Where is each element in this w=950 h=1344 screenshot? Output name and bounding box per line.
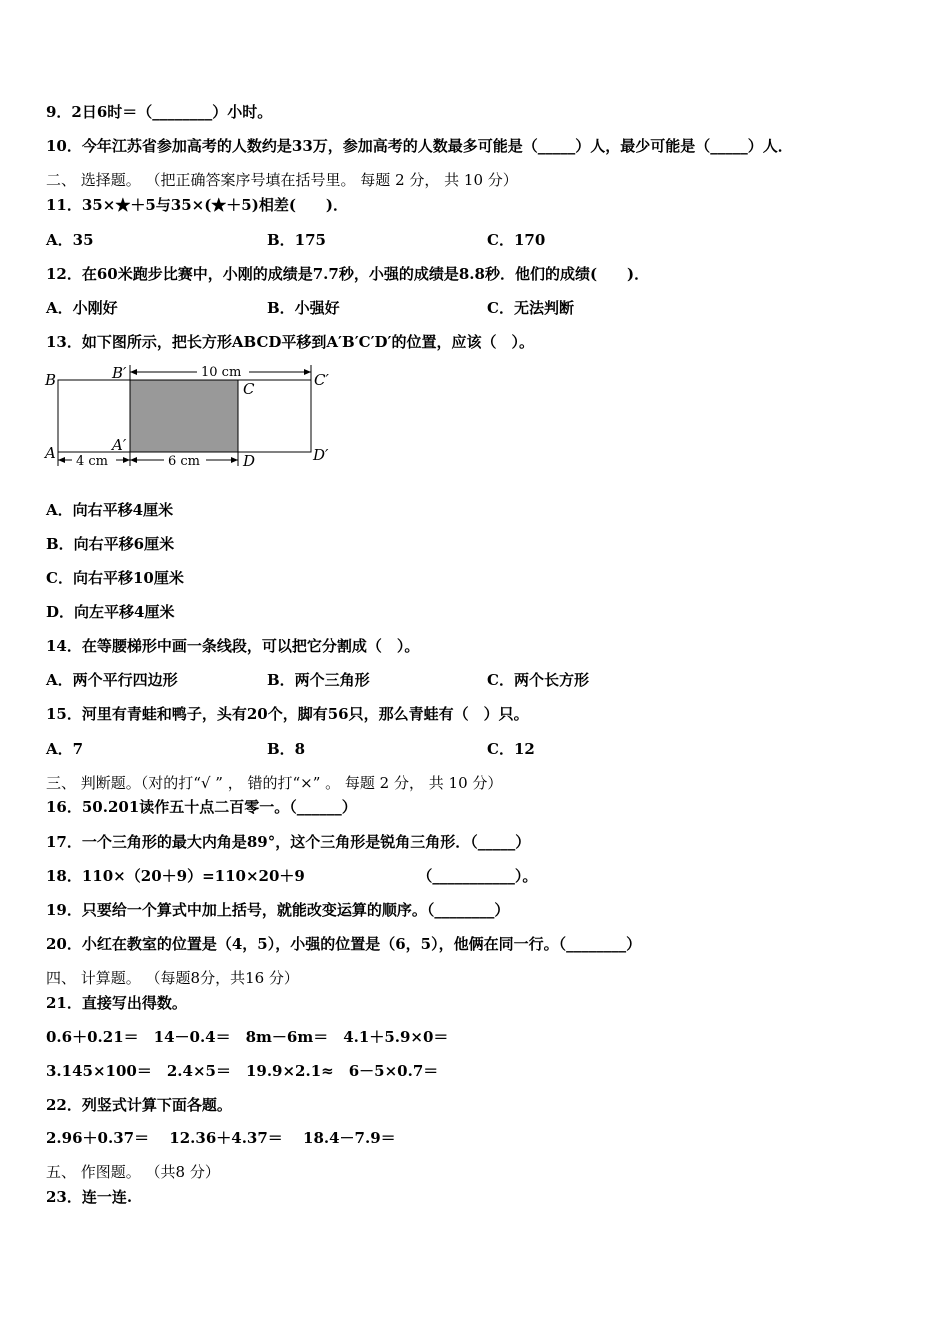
- section-3-heading: 三、 判断题。（对的打“√ ” ， 错的打“×” 。 每题 2 分， 共 10 分）: [46, 774, 503, 792]
- label-d-prime: D′: [313, 446, 329, 464]
- label-a: A: [45, 444, 56, 462]
- q12-option-b: B．小强好: [267, 299, 340, 317]
- label-c: C: [243, 380, 255, 398]
- q22-row: 2.96＋0.37＝ 12.36＋4.37＝ 18.4－7.9＝: [46, 1129, 396, 1147]
- dim-6cm: 6 cm: [168, 454, 201, 469]
- q12-option-a: A．小刚好: [46, 299, 118, 317]
- q13-option-b: B．向右平移6厘米: [46, 535, 175, 553]
- q15-option-c: C．12: [487, 740, 535, 758]
- q12-option-c: C．无法判断: [487, 299, 574, 317]
- question-14: 14．在等腰梯形中画一条线段，可以把它分割成（ ）。: [46, 637, 420, 655]
- question-22: 22．列竖式计算下面各题。: [46, 1096, 232, 1114]
- question-15: 15．河里有青蛙和鸭子，头有20个，脚有56只，那么青蛙有（ ）只。: [46, 705, 529, 723]
- label-c-prime: C′: [314, 371, 329, 389]
- question-9: 9．2日6时＝（________）小时。: [46, 103, 273, 121]
- label-d: D: [243, 452, 256, 470]
- shaded-rectangle: [130, 380, 238, 452]
- q13-option-a: A．向右平移4厘米: [46, 501, 174, 519]
- question-23: 23．连一连.: [46, 1188, 133, 1206]
- q14-option-b: B．两个三角形: [267, 671, 370, 689]
- question-19: 19．只要给一个算式中加上括号，就能改变运算的顺序。（________）: [46, 901, 510, 919]
- label-a-prime: A′: [112, 436, 127, 454]
- rectangle-translation-figure: [42, 360, 342, 472]
- label-b-prime: B′: [112, 364, 127, 382]
- question-18: 18．110×（20＋9）=110×20＋9 （___________）。: [46, 867, 538, 885]
- q11-option-a: A．35: [46, 231, 94, 249]
- section-5-heading: 五、 作图题。 （共8 分）: [46, 1163, 220, 1181]
- question-11: 11．35×★＋5与35×(★＋5)相差( )．: [46, 196, 349, 214]
- q11-option-b: B．175: [267, 231, 326, 249]
- question-21: 21．直接写出得数。: [46, 994, 187, 1012]
- q13-option-d: D．向左平移4厘米: [46, 603, 175, 621]
- question-17: 17．一个三角形的最大内角是89°，这个三角形是锐角三角形．（_____）: [46, 833, 531, 851]
- dim-4cm: 4 cm: [76, 454, 109, 469]
- q14-option-a: A．两个平行四边形: [46, 671, 178, 689]
- section-2-heading: 二、 选择题。 （把正确答案序号填在括号里。 每题 2 分， 共 10 分）: [46, 171, 518, 189]
- question-12: 12．在60米跑步比赛中，小刚的成绩是7.7秒，小强的成绩是8.8秒．他们的成绩( )．: [46, 265, 650, 283]
- q14-option-c: C．两个长方形: [487, 671, 589, 689]
- section-4-heading: 四、 计算题。 （每题8分，共16 分）: [46, 969, 299, 987]
- q21-row-2: 3.145×100＝ 2.4×5＝ 19.9×2.1≈ 6－5×0.7＝: [46, 1062, 439, 1080]
- dim-10cm: 10 cm: [201, 365, 242, 380]
- q15-option-a: A．7: [46, 740, 84, 758]
- question-16: 16．50.201读作五十点二百零一。（______）: [46, 798, 357, 816]
- q15-option-b: B．8: [267, 740, 306, 758]
- q11-option-c: C．170: [487, 231, 546, 249]
- q21-row-1: 0.6＋0.21＝ 14－0.4＝ 8m－6m＝ 4.1＋5.9×0＝: [46, 1028, 449, 1046]
- question-10: 10．今年江苏省参加高考的人数约是33万，参加高考的人数最多可能是（_____）人，最少可能是（_____）人．: [46, 137, 793, 155]
- question-20: 20．小红在教室的位置是（4，5），小强的位置是（6，5），他俩在同一行。（________）: [46, 935, 642, 953]
- question-13: 13．如下图所示，把长方形ABCD平移到A′B′C′D′的位置，应该（ ）。: [46, 333, 535, 351]
- label-b: B: [45, 371, 57, 389]
- q13-option-c: C．向右平移10厘米: [46, 569, 184, 587]
